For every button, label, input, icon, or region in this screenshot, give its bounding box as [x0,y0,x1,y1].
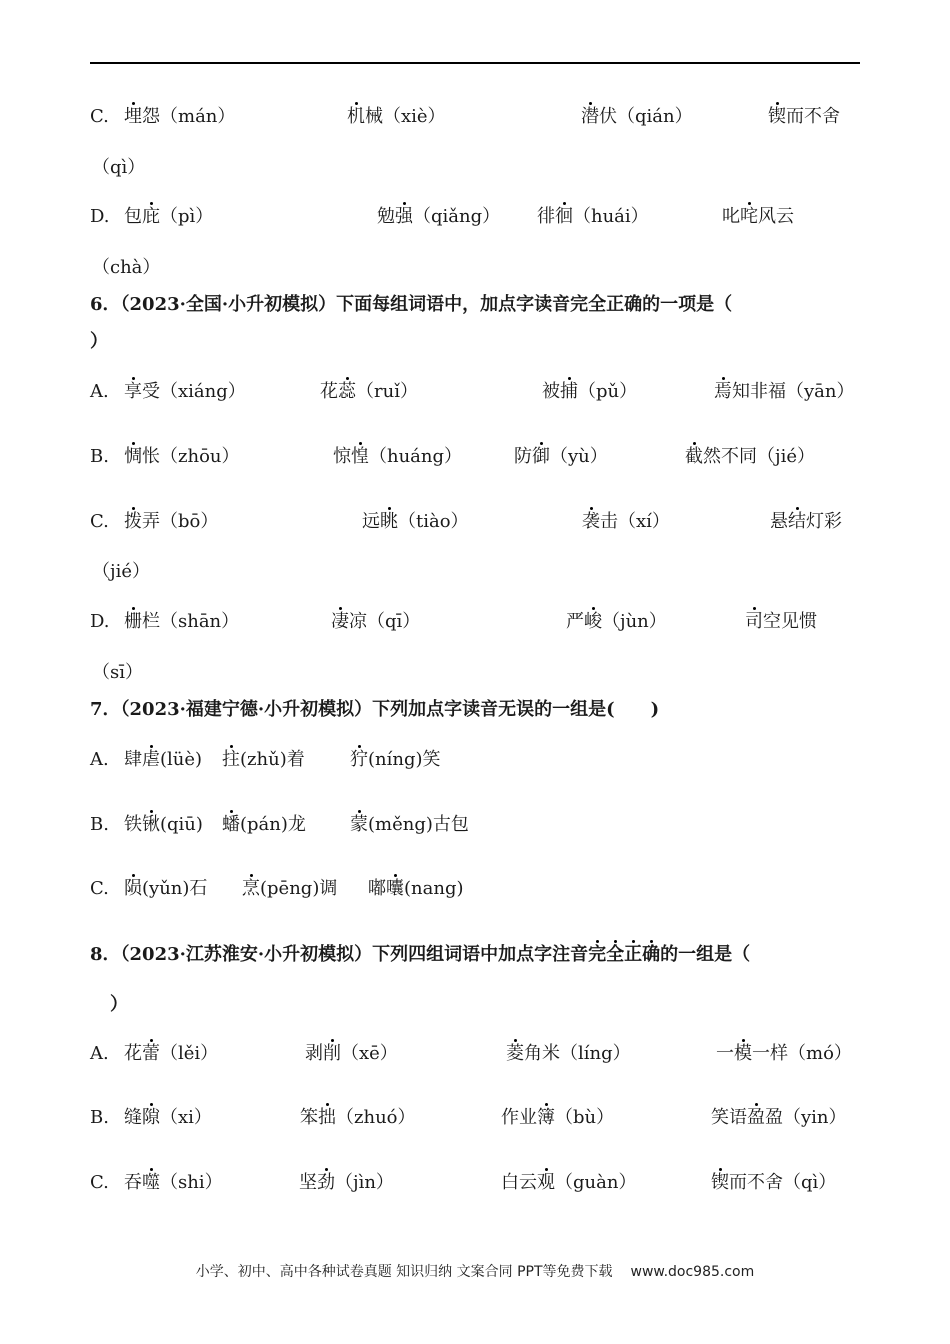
q5-d-item-1: 包庇（pì） [124,206,214,227]
q7-b-item-1: 铁锹(qiū) [124,814,203,835]
q7-question: 7．（2023·福建宁德·小升初模拟）下列加点字读音无误的一组是( ) [90,699,660,720]
q8-b-item-2: 笨拙（zhuó） [300,1107,416,1128]
q7-b-item-3: 蒙(měng)古包 [350,814,469,835]
q8-b-item-1: 缝隙（xi） [124,1107,212,1128]
q6-d-item-3: 严峻（jùn） [566,611,667,632]
q6-b-item-4: 截然不同（jié） [685,446,815,467]
q6-b-label: B. [90,446,109,467]
q5-d-label: D. [90,206,110,227]
q7-b-item-2: 蟠(pán)龙 [222,814,306,835]
page-footer [0,1261,950,1281]
q8-c-item-2: 坚劲（jìn） [299,1172,394,1193]
q6-a-item-2: 花蕊（ruǐ） [320,381,418,402]
q8-a-item-4: 一模一样（mó） [716,1043,852,1064]
q5-c-item-4: 锲而不舍 [768,106,840,127]
q7-c-item-2: 烹(pēng)调 [242,878,338,899]
q7-c-item-3: 嘟囔(nang) [368,878,464,899]
q5-c-continuation: （qì） [92,157,146,178]
q8-a-item-3: 菱角米（líng） [506,1043,631,1064]
footer-text: 小学、初中、高中各种试卷真题 知识归纳 文案合同 PPT等免费下载 [195,1264,613,1280]
q7-b-label: B. [90,814,109,835]
q6-a-item-1: 享受（xiáng） [124,381,246,402]
q5-c-label: C. [90,106,109,127]
q6-b-item-3: 防御（yù） [514,446,608,467]
q6-a-label: A. [90,381,109,402]
q6-c-item-3: 袭击（xí） [582,511,670,532]
q8-c-item-1: 吞噬（shi） [124,1172,223,1193]
q6-c-item-1: 拨弄（bō） [124,511,219,532]
q6-c-item-4: 悬结灯彩 [770,511,842,532]
q7-a-item-2: 拄(zhǔ)着 [222,749,305,770]
q8-a-item-1: 花蕾（lěi） [124,1043,219,1064]
q8-c-item-4: 锲而不舍（qì） [711,1172,837,1193]
q6-d-item-4: 司空见惯 [745,611,817,632]
q5-c-item-1: 埋怨（mán） [124,106,236,127]
q6-c-item-2: 远眺（tiào） [362,511,469,532]
header-rule [90,62,860,64]
q8-a-label: A. [90,1043,109,1064]
q7-c-item-1: 陨(yǔn)石 [124,878,208,899]
q8-question-close: ） [110,994,128,1015]
q7-a-item-1: 肆虐(lüè) [124,749,203,770]
q7-a-label: A. [90,749,109,770]
q5-c-item-3: 潜伏（qián） [581,106,693,127]
q6-d-item-2: 凄凉（qī） [331,611,421,632]
footer-link[interactable]: www.doc985.com [630,1264,755,1280]
q8-b-item-3: 作业簿（bù） [501,1107,615,1128]
q6-d-item-1: 栅栏（shān） [124,611,240,632]
q6-b-item-1: 惆怅（zhōu） [124,446,240,467]
q5-d-item-3: 徘徊（huái） [537,206,649,227]
q6-question-close: ） [90,331,108,352]
q8-a-item-2: 剥削（xē） [305,1043,398,1064]
q6-a-item-4: 焉知非福（yān） [714,381,855,402]
q6-d-label: D. [90,611,110,632]
q8-b-item-4: 笑语盈盈（yin） [711,1107,847,1128]
q6-a-item-3: 被捕（pǔ） [542,381,638,402]
q6-c-continuation: （jié） [92,561,150,582]
q6-question: 6．（2023·全国·小升初模拟）下面每组词语中，加点字读音完全正确的一项是（ [90,294,733,315]
q8-b-label: B. [90,1107,109,1128]
q5-d-continuation: （chà） [92,257,161,278]
q6-d-continuation: （sī） [92,662,143,683]
q7-a-item-3: 狞(níng)笑 [350,749,441,770]
q5-d-item-4: 叱咤风云 [722,206,794,227]
q6-b-item-2: 惊惶（huáng） [333,446,463,467]
q8-c-label: C. [90,1172,109,1193]
q7-c-label: C. [90,878,109,899]
q6-c-label: C. [90,511,109,532]
q5-d-item-2: 勉强（qiǎng） [377,206,501,227]
q8-c-item-3: 白云观（guàn） [501,1172,637,1193]
q8-question: 8．（2023·江苏淮安·小升初模拟）下列四组词语中加点字注音完全正确的一组是（ [90,944,751,965]
q5-c-item-2: 机械（xiè） [347,106,446,127]
